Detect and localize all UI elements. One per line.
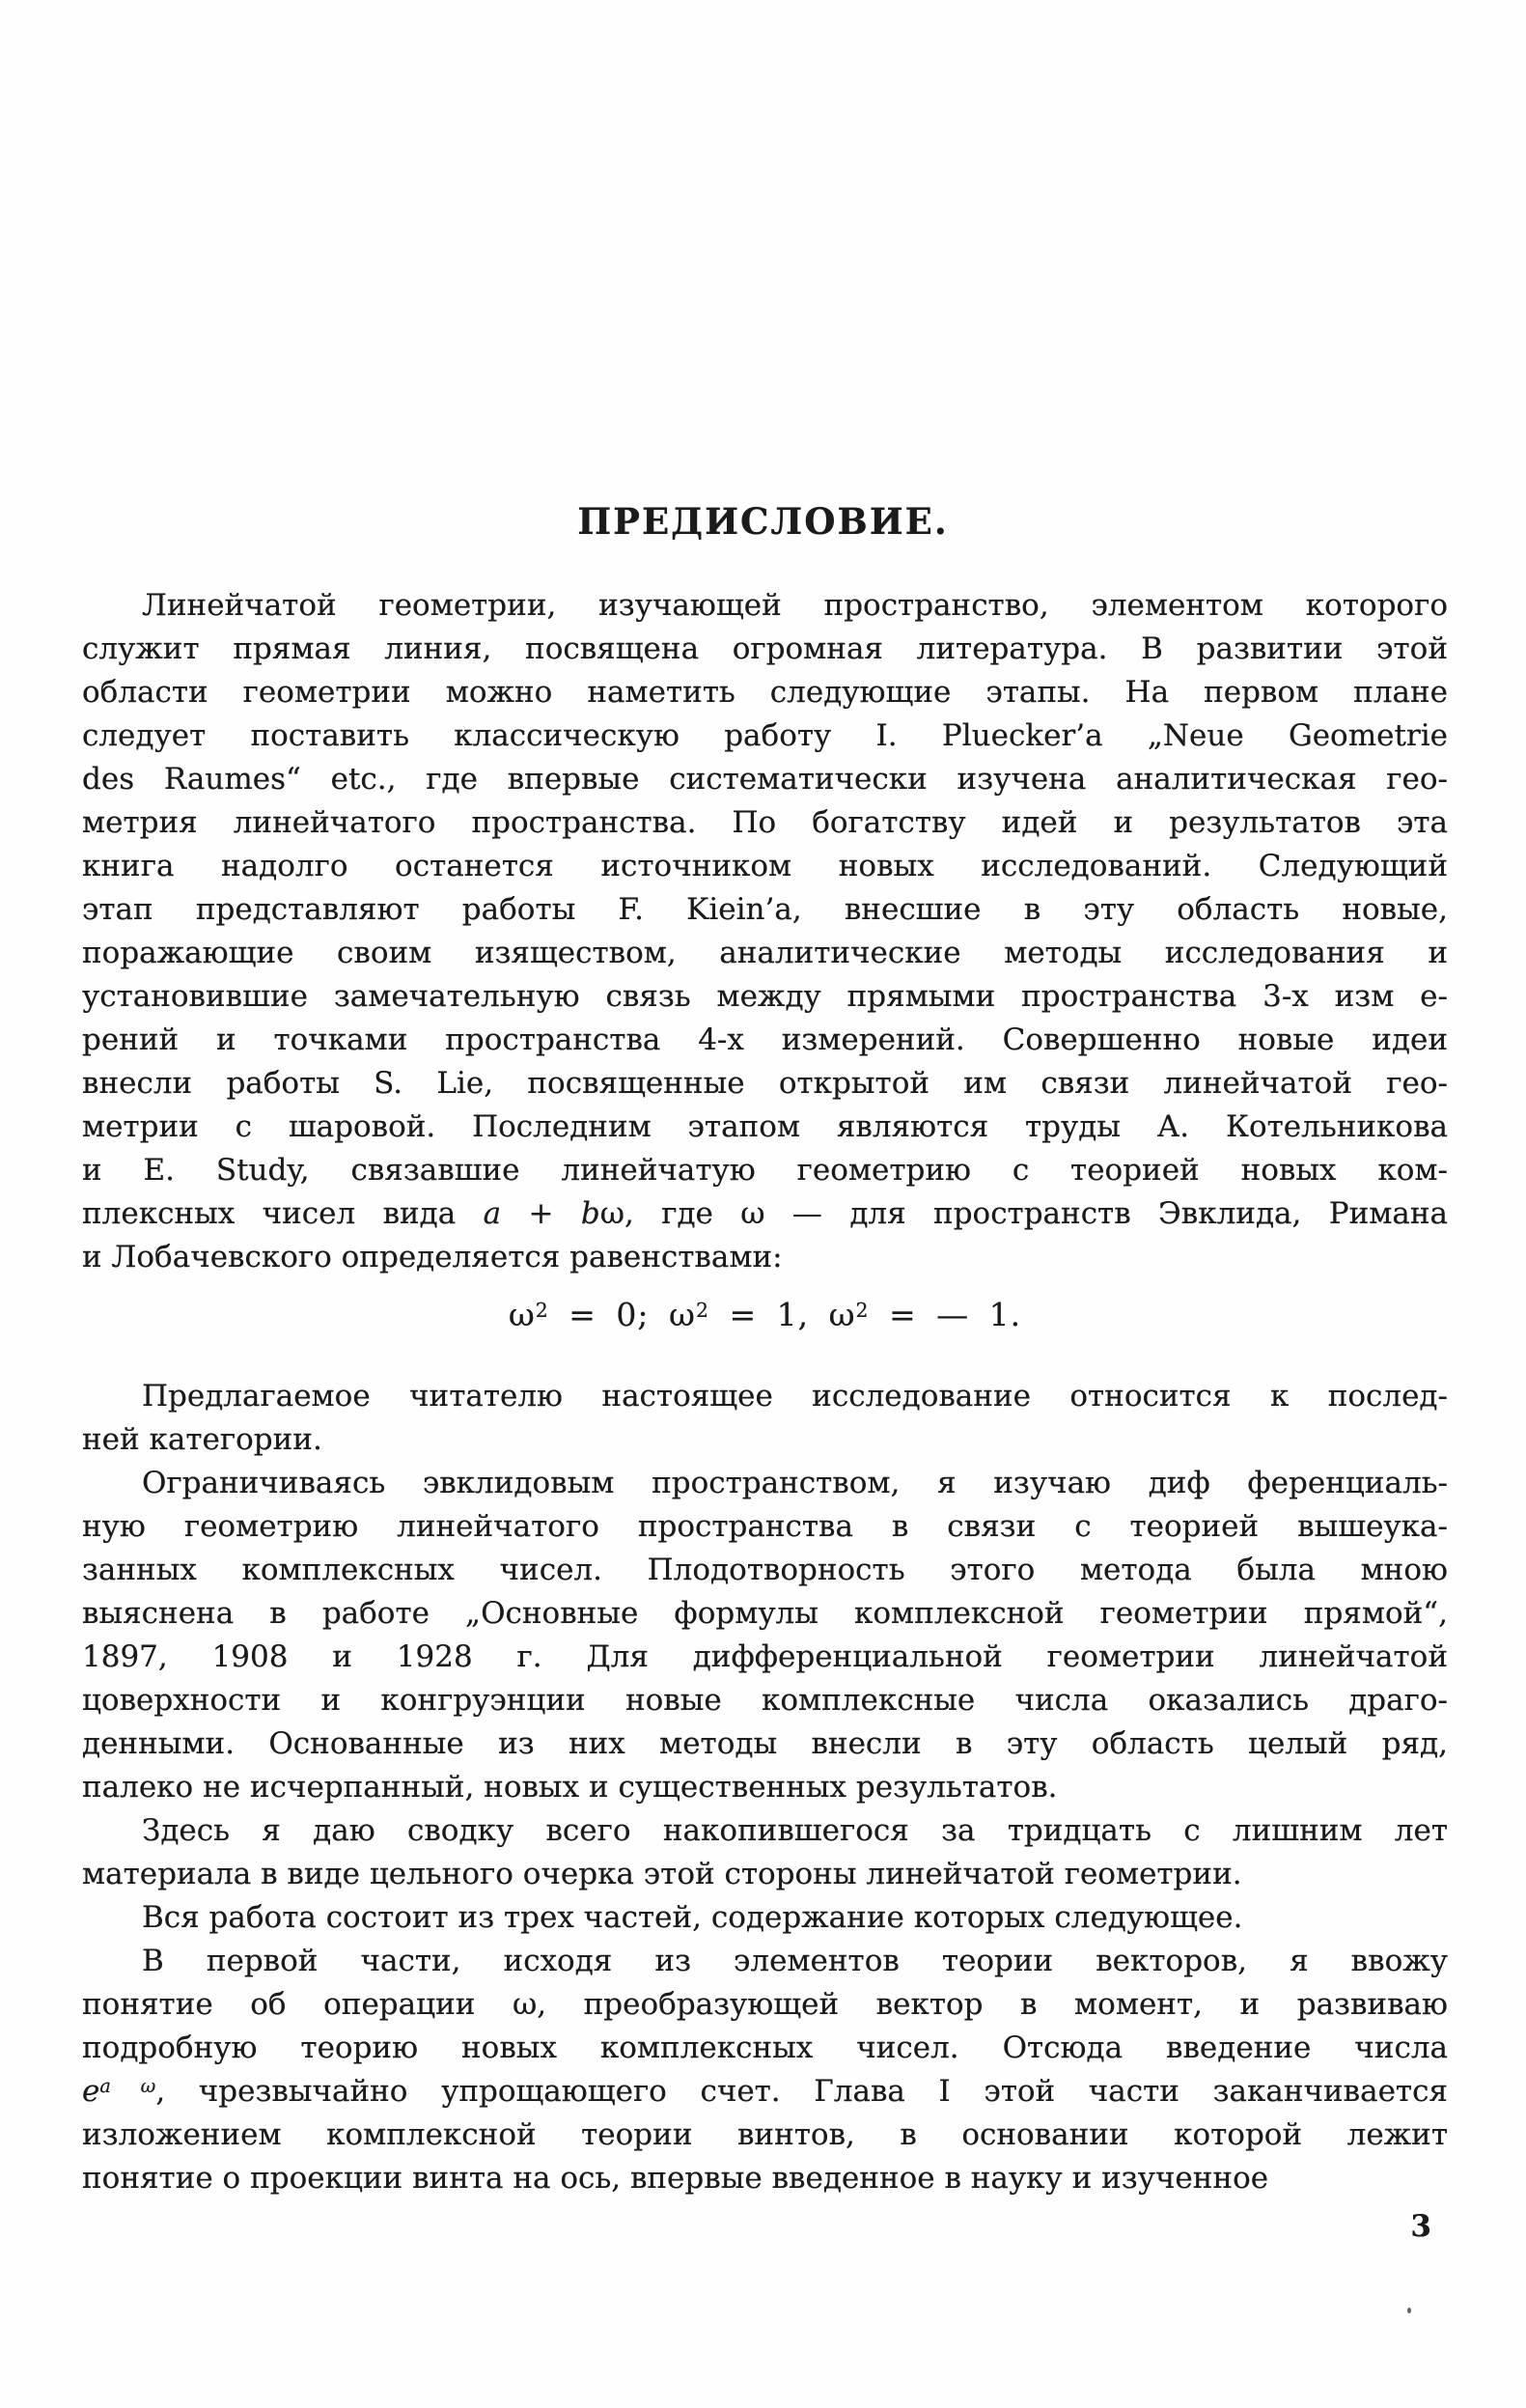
text-line: метрия линейчатого пространства. По богатству идей и результатов эта: [82, 805, 1448, 840]
text-line: области геометрии можно наметить следующие этапы. На первом плане: [82, 675, 1448, 710]
text-line: служит прямая линия, посвящена огромная литература. В развитии этой: [82, 631, 1448, 666]
text-line: этап представляют работы F. Kiein’a, внесшие в эту область новые,: [82, 892, 1448, 927]
text-line: ней категории.: [82, 1422, 322, 1457]
text-line: палеко не исчерпанный, новых и существенных результатов.: [82, 1770, 1058, 1805]
text-line: и Лобачевского определяется равенствами:: [82, 1240, 783, 1274]
text-line: внесли работы S. Lie, посвященные открытой им связи линейчатой гео-: [82, 1066, 1448, 1101]
text-line: и Е. Study, связавшие линейчатую геометрию с теорией новых ком-: [82, 1153, 1448, 1188]
text-line: des Raumes“ etc., где впервые систематически изучена аналитическая гео-: [82, 762, 1448, 797]
text-line: плексных чисел вида a + bω, где ω — для пространств Эвклида, Римана: [82, 1196, 1448, 1231]
text-line: поражающие своим изяществом, аналитические методы исследования и: [82, 936, 1448, 970]
text-line: метрии с шаровой. Последним этапом являются труды А. Котельникова: [82, 1109, 1448, 1144]
text-line: книга надолго останется источником новых исследований. Следующий: [82, 849, 1448, 883]
text-line: Ограничиваясь эвклидовым пространством, я изучаю диф ференциаль-: [142, 1466, 1448, 1500]
text-line: Линейчатой геометрии, изучающей пространство, элементом которого: [142, 588, 1448, 623]
text-line: выяснена в работе „Основные формулы комплексной геометрии прямой“,: [82, 1596, 1448, 1631]
text-line: Вся работа состоит из трех частей, содержание которых следующее.: [142, 1900, 1243, 1935]
text-line: понятие о проекции винта на ось, впервые введенное в науку и изученное: [82, 2161, 1269, 2196]
page-title: ПРЕДИСЛОВИЕ.: [577, 500, 949, 543]
text-line: изложением комплексной теории винтов, в основании которой лежит: [82, 2117, 1448, 2152]
preface-body: [82, 584, 1448, 2200]
text-line: материала в виде цельного очерка этой стороны линейчатой геометрии.: [82, 1857, 1242, 1891]
text-line: занных комплексных чисел. Плодотворность этого метода была мною: [82, 1553, 1448, 1587]
scan-speck: [1407, 2308, 1411, 2313]
text-line: денными. Основанные из них методы внесли в эту область целый ряд,: [82, 1726, 1448, 1761]
text-line: понятие об операции ω, преобразующей вектор в момент, и развиваю: [82, 1987, 1448, 2022]
page-number: 3: [1410, 2209, 1431, 2244]
text-line: 1897, 1908 и 1928 г. Для дифференциальной геометрии линейчатой: [82, 1639, 1448, 1674]
text-line: цоверхности и конгруэнции новые комплексные числа оказались драго-: [82, 1683, 1448, 1718]
text-line: подробную теорию новых комплексных чисел. Отсюда введение числа: [82, 2030, 1448, 2065]
text-line: рений и точками пространства 4-х измерений. Совершенно новые идеи: [82, 1022, 1448, 1057]
display-formula: $\omega^2 = 0$; $\omega^2 = 1$, $\omega^2$ = — 1.: [508, 1296, 1022, 1333]
text-line: установившие замечательную связь между прямыми пространства 3-х изм е-: [82, 979, 1448, 1014]
text-line: ную геометрию линейчатого пространства в связи с теорией вышеука-: [82, 1509, 1448, 1544]
text-line: В первой части, исходя из элементов теории векторов, я ввожу: [142, 1944, 1448, 1978]
text-line: следует поставить классическую работу I. Pluecker’a „Neue Geometrie: [82, 718, 1448, 753]
text-line: $e^{a \omega}$, чрезвычайно упрощающего счет. Глава I этой части заканчивается: [82, 2074, 1448, 2109]
text-line: Предлагаемое читателю настоящее исследование относится к послед-: [142, 1379, 1448, 1414]
text-line: Здесь я даю сводку всего накопившегося за тридцать с лишним лет: [142, 1813, 1448, 1848]
